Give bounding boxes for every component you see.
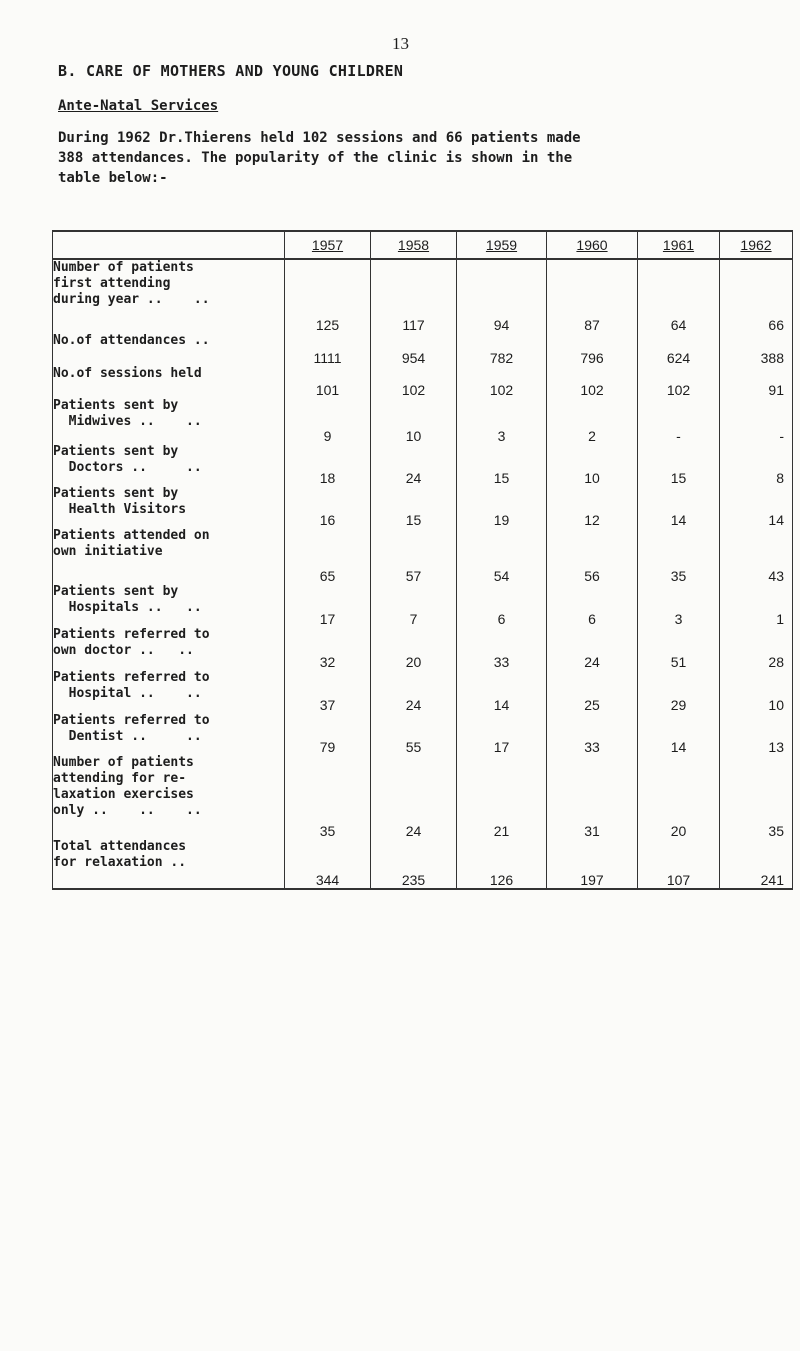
table-row	[53, 366, 793, 398]
value-cell: 37	[285, 670, 371, 713]
table-row	[53, 528, 793, 584]
value-cell: 101	[285, 366, 371, 398]
row-label	[53, 670, 285, 713]
table-row	[53, 713, 793, 755]
row-label-line: No.of sessions held	[53, 366, 202, 381]
value-cell: 10	[547, 444, 638, 486]
table-row	[53, 398, 793, 444]
value-cell: 117	[371, 259, 457, 333]
column-header: 1958	[371, 231, 457, 259]
row-label-line: Patients sent by	[53, 584, 179, 599]
value-cell: 2	[547, 398, 638, 444]
row-label	[53, 444, 285, 486]
row-label-line: for relaxation ..	[53, 855, 187, 870]
value-cell: 35	[285, 755, 371, 839]
value-cell: 15	[371, 486, 457, 528]
row-label	[53, 713, 285, 755]
row-label-line: during year .. ..	[53, 292, 210, 307]
value-cell: 31	[547, 755, 638, 839]
row-label-line: attending for re-	[53, 771, 187, 786]
row-label	[53, 584, 285, 627]
column-header: 1961	[638, 231, 720, 259]
value-cell: 66	[720, 259, 793, 333]
value-cell: 8	[720, 444, 793, 486]
row-label	[53, 259, 285, 333]
table-row	[53, 486, 793, 528]
value-cell: 102	[547, 366, 638, 398]
value-cell: 79	[285, 713, 371, 755]
value-cell: 13	[720, 713, 793, 755]
value-cell: 102	[638, 366, 720, 398]
table-row	[53, 333, 793, 366]
value-cell: 241	[720, 839, 793, 889]
row-label-line: Patients sent by	[53, 486, 179, 501]
intro-line: During 1962 Dr.Thierens held 102 sessions and 66 patients made	[58, 130, 581, 146]
row-label-line: Patients attended on	[53, 528, 210, 543]
intro-paragraph	[58, 128, 758, 188]
corner-cell	[53, 231, 285, 259]
value-cell: 33	[457, 627, 547, 670]
value-cell: 10	[371, 398, 457, 444]
value-cell: 15	[457, 444, 547, 486]
value-cell: 21	[457, 755, 547, 839]
value-cell: 9	[285, 398, 371, 444]
value-cell: 6	[547, 584, 638, 627]
value-cell: 796	[547, 333, 638, 366]
row-label-line: Hospital .. ..	[53, 686, 202, 701]
value-cell: 25	[547, 670, 638, 713]
row-label-line: Patients referred to	[53, 627, 210, 642]
table-body	[53, 259, 793, 889]
value-cell: 33	[547, 713, 638, 755]
table-row	[53, 259, 793, 333]
row-label-line: Health Visitors	[53, 502, 187, 517]
value-cell: 388	[720, 333, 793, 366]
value-cell: 19	[457, 486, 547, 528]
value-cell: 24	[371, 444, 457, 486]
intro-line: 388 attendances. The popularity of the clinic is shown in the	[58, 150, 573, 166]
row-label	[53, 627, 285, 670]
section-title: B. CARE OF MOTHERS AND YOUNG CHILDREN	[58, 62, 404, 80]
value-cell: 3	[638, 584, 720, 627]
row-label	[53, 528, 285, 584]
table-row	[53, 584, 793, 627]
value-cell: 102	[457, 366, 547, 398]
value-cell: -	[638, 398, 720, 444]
row-label-line: Number of patients	[53, 755, 194, 770]
value-cell: 35	[638, 528, 720, 584]
value-cell: 65	[285, 528, 371, 584]
value-cell: 102	[371, 366, 457, 398]
value-cell: 54	[457, 528, 547, 584]
value-cell: 55	[371, 713, 457, 755]
intro-line: table below:-	[58, 170, 168, 186]
value-cell: 14	[638, 713, 720, 755]
value-cell: 14	[638, 486, 720, 528]
row-label-line: Doctors .. ..	[53, 460, 202, 475]
value-cell: 16	[285, 486, 371, 528]
value-cell: 20	[638, 755, 720, 839]
value-cell: 51	[638, 627, 720, 670]
row-label-line: first attending	[53, 276, 171, 291]
value-cell: 57	[371, 528, 457, 584]
value-cell: 107	[638, 839, 720, 889]
value-cell: 18	[285, 444, 371, 486]
header-row	[53, 231, 793, 259]
value-cell: 10	[720, 670, 793, 713]
value-cell: 17	[285, 584, 371, 627]
value-cell: 24	[371, 755, 457, 839]
value-cell: -	[720, 398, 793, 444]
row-label	[53, 398, 285, 444]
row-label-line: own initiative	[53, 544, 163, 559]
row-label	[53, 755, 285, 839]
value-cell: 56	[547, 528, 638, 584]
row-label-line: only .. .. ..	[53, 803, 202, 818]
value-cell: 24	[547, 627, 638, 670]
value-cell: 14	[457, 670, 547, 713]
value-cell: 24	[371, 670, 457, 713]
column-header: 1960	[547, 231, 638, 259]
row-label	[53, 366, 285, 398]
value-cell: 64	[638, 259, 720, 333]
value-cell: 17	[457, 713, 547, 755]
page-number: 13	[392, 34, 409, 53]
table-row	[53, 839, 793, 889]
row-label-line: Patients sent by	[53, 398, 179, 413]
row-label-line: Patients referred to	[53, 713, 210, 728]
value-cell: 28	[720, 627, 793, 670]
value-cell: 126	[457, 839, 547, 889]
row-label	[53, 333, 285, 366]
value-cell: 3	[457, 398, 547, 444]
value-cell: 954	[371, 333, 457, 366]
value-cell: 344	[285, 839, 371, 889]
row-label-line: Hospitals .. ..	[53, 600, 202, 615]
value-cell: 197	[547, 839, 638, 889]
row-label-line: Dentist .. ..	[53, 729, 202, 744]
value-cell: 29	[638, 670, 720, 713]
row-label	[53, 486, 285, 528]
row-label-line: Total attendances	[53, 839, 187, 854]
value-cell: 624	[638, 333, 720, 366]
value-cell: 782	[457, 333, 547, 366]
value-cell: 7	[371, 584, 457, 627]
value-cell: 91	[720, 366, 793, 398]
value-cell: 14	[720, 486, 793, 528]
value-cell: 35	[720, 755, 793, 839]
row-label-line: Patients sent by	[53, 444, 179, 459]
column-header: 1962	[720, 231, 793, 259]
column-header: 1957	[285, 231, 371, 259]
value-cell: 1	[720, 584, 793, 627]
row-label	[53, 839, 285, 889]
row-label-line: No.of attendances ..	[53, 333, 210, 348]
row-label-line: Patients referred to	[53, 670, 210, 685]
row-label-line: laxation exercises	[53, 787, 194, 802]
value-cell: 43	[720, 528, 793, 584]
value-cell: 1111	[285, 333, 371, 366]
row-label-line: Midwives .. ..	[53, 414, 202, 429]
value-cell: 15	[638, 444, 720, 486]
value-cell: 12	[547, 486, 638, 528]
row-label-line: own doctor .. ..	[53, 643, 194, 658]
statistics-table	[52, 230, 793, 890]
value-cell: 94	[457, 259, 547, 333]
value-cell: 235	[371, 839, 457, 889]
value-cell: 87	[547, 259, 638, 333]
table-row	[53, 670, 793, 713]
value-cell: 6	[457, 584, 547, 627]
value-cell: 20	[371, 627, 457, 670]
table-row	[53, 627, 793, 670]
row-label-line: Number of patients	[53, 260, 194, 275]
table-row	[53, 444, 793, 486]
value-cell: 32	[285, 627, 371, 670]
table-row	[53, 755, 793, 839]
column-header: 1959	[457, 231, 547, 259]
subtitle: Ante-Natal Services	[58, 98, 219, 114]
value-cell: 125	[285, 259, 371, 333]
